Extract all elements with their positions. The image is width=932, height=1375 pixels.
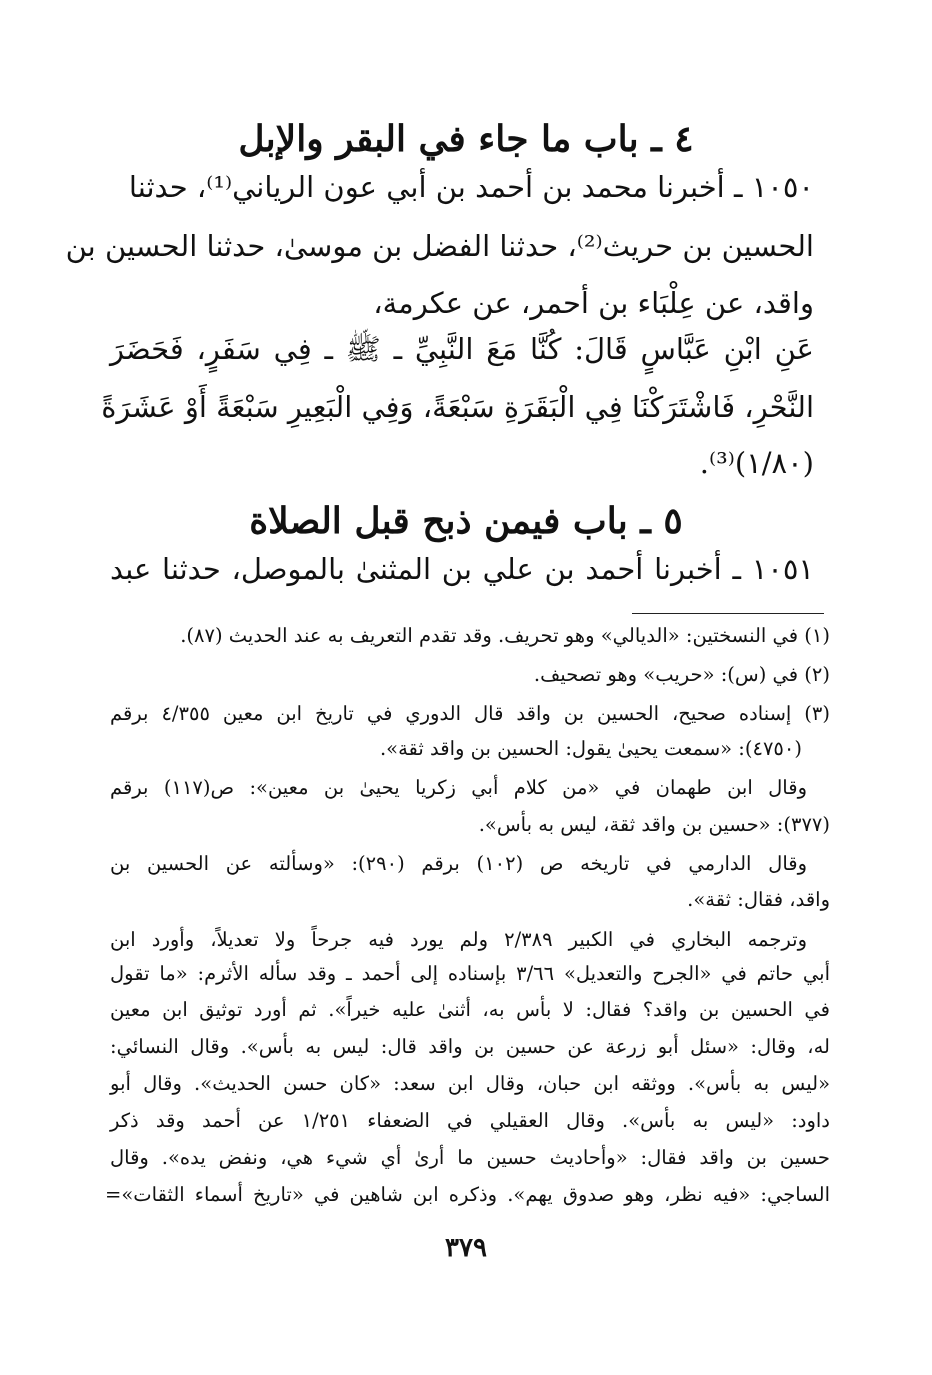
footnote-line: وقال ابن طهمان في «من كلام أبي زكريا يحيىٰ بن معين»: ص(١١٧) برقم bbox=[110, 776, 807, 799]
footnote-line: داود: «ليس به بأس». وقال العقيلي في الضعفاء ١/٢٥١ عن أحمد وقد ذكر bbox=[110, 1109, 830, 1132]
paragraph-line: ١٠٥٠ ـ أخبرنا محمد بن أحمد بن أبي عون الرياني⁽¹⁾، حدثنا bbox=[128, 170, 814, 204]
footnote-divider bbox=[632, 613, 824, 614]
footnote-line: في الحسين بن واقد؟ فقال: لا بأس به، أثنىٰ عليه خيراً». ثم أورد توثيق ابن معين bbox=[110, 998, 830, 1021]
footnote-line: (٣) إسناده صحيح، الحسين بن واقد قال الدوري في تاريخ ابن معين ٤/٣٥٥ برقم bbox=[110, 702, 830, 725]
footnote-line: له، وقال: «سئل أبو زرعة عن حسين بن واقد قال: ليس به بأس». وقال النسائي: bbox=[110, 1035, 830, 1058]
footnote-line: «ليس به بأس». ووثقه ابن حبان، وقال ابن سعد: «كان حسن الحديث». وقال أبو bbox=[110, 1072, 830, 1095]
footnote-line: (٣٧٧): «حسين بن واقد ثقة، ليس به بأس». bbox=[478, 813, 830, 836]
section-title: ٥ ـ باب فيمن ذبح قبل الصلاة bbox=[249, 500, 683, 542]
footnote-line: وقال الدارمي في تاريخه ص (١٠٢) برقم (٢٩٠): «وسألته عن الحسين بن bbox=[110, 852, 807, 875]
hadith-line: عَنِ ابْنِ عَبَّاسٍ قَالَ: كُنَّا مَعَ النَّبِيِّ ـ ﷺ ـ فِي سَفَرٍ، فَحَضَرَ bbox=[110, 332, 814, 366]
footnote-line: الساجي: «فيه نظر، وهو صدوق يهم». وذكره ابن شاهين في «تاريخ أسماء الثقات»= bbox=[105, 1183, 830, 1206]
footnote-line: حسين بن واقد فقال: «وأحاديث حسين ما أرىٰ أي شيء هي، ونفض يده». وقال bbox=[110, 1146, 830, 1169]
paragraph-line: ١٠٥١ ـ أخبرنا أحمد بن علي بن المثنىٰ بالموصل، حدثنا عبد bbox=[110, 552, 814, 586]
footnote-line: واقد، فقال: ثقة». bbox=[687, 888, 830, 911]
hadith-line: النَّحْرِ، فَاشْتَرَكْنَا فِي الْبَقَرَةِ سَبْعَةً، وَفِي الْبَعِيرِ سَبْعَةً أَوْ عَشَرَةً bbox=[101, 390, 814, 424]
footnote-line: وترجمه البخاري في الكبير ٢/٣٨٩ ولم يورد فيه جرحاً ولا تعديلاً، وأورد ابن bbox=[110, 928, 807, 951]
paragraph-line: واقد، عن عِلْبَاء بن أحمر، عن عكرمة، bbox=[373, 286, 814, 320]
section-title: ٤ ـ باب ما جاء في البقر والإبل bbox=[238, 118, 694, 160]
footnote-line: أبي حاتم في «الجرح والتعديل» ٣/٦٦ بإسناده إلى أحمد ـ وقد سأله الأثرم: «ما تقول bbox=[110, 962, 830, 985]
footnote-line: (٤٧٥٠): «سمعت يحيىٰ يقول: الحسين بن واقد ثقة». bbox=[379, 737, 802, 760]
footnote-line: (٢) في (س): «حريب» وهو تصحيف. bbox=[533, 663, 830, 686]
paragraph-line: الحسين بن حريث⁽²⁾، حدثنا الفضل بن موسىٰ، حدثنا الحسين بن bbox=[65, 229, 814, 263]
page-number: ٣٧٩ bbox=[445, 1233, 487, 1263]
footnote-line: (١) في النسختين: «الديالي» وهو تحريف. وقد تقدم التعريف به عند الحديث (٨٧). bbox=[180, 624, 830, 647]
hadith-line: (١/٨٠)⁽³⁾. bbox=[699, 446, 814, 480]
